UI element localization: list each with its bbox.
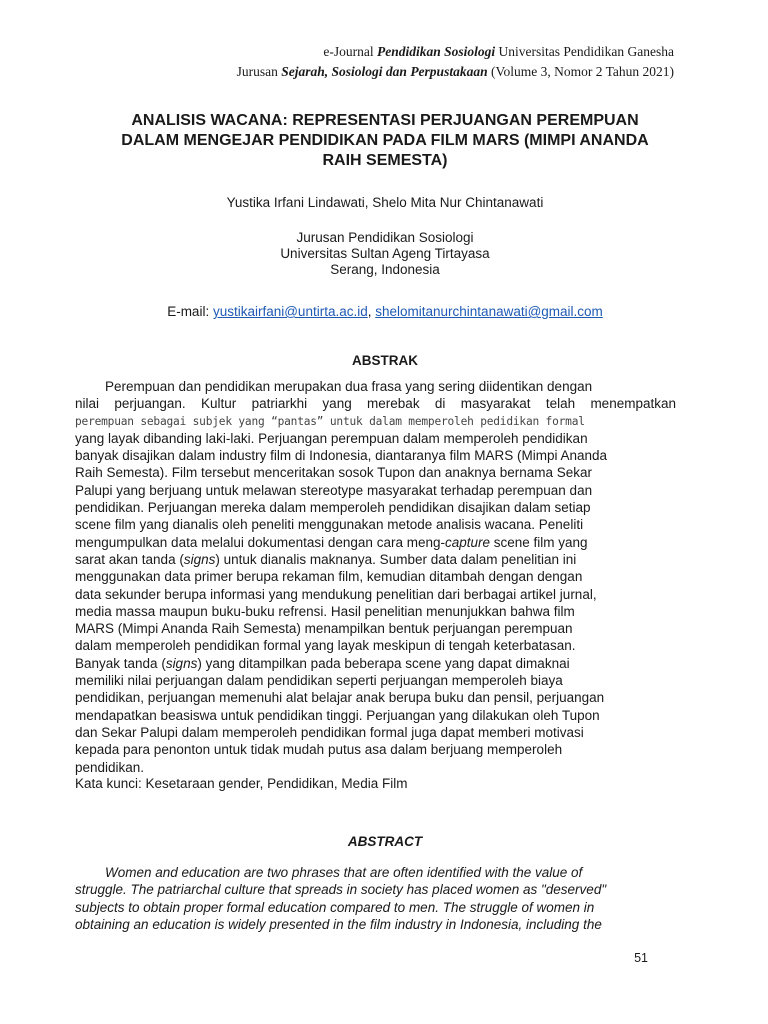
journal-header-line-2: Jurusan Sejarah, Sosiologi dan Perpustakaan (Volume 3, Nomor 2 Tahun 2021) [236,64,674,79]
abstrak-line: MARS (Mimpi Ananda Raih Semesta) menampilkan bentuk perjuangan perempuan [75,621,573,637]
abstrak-line: dan Sekar Palupi dalam memperoleh pendidikan formal juga dapat memberi motivasi [75,724,584,740]
abstrak-line: Banyak tanda (signs) yang ditampilkan pada beberapa scene yang dapat dimaknai [75,655,570,671]
paper-title [72,111,698,171]
abstrak-line: yang layak dibanding laki-laki. Perjuangan perempuan dalam memperoleh pendidikan [75,430,588,446]
email-link-2[interactable]: shelomitanurchintanawati@gmail.com [375,304,603,319]
title-line: RAIH SEMESTA) [322,152,448,169]
italic-term: signs [165,655,198,671]
abstrak-line: media massa maupun buku-buku refrensi. Hasil penelitian menunjukkan bahwa film [75,603,575,619]
journal-header [237,42,674,82]
email-label: E-mail: [167,304,213,319]
journal-header-line-1: e-Journal Pendidikan Sosiologi Universitas Pendidikan Ganesha [323,44,674,59]
email-line: E-mail: yustikairfani@untirta.ac.id, shelomitanurchintanawati@gmail.com [167,304,603,319]
abstract-line: subjects to obtain proper formal education compared to men. The struggle of women in [75,899,595,915]
abstrak-line: pendidikan. [75,759,145,775]
abstract-line: struggle. The patriarchal culture that spreads in society has placed women as "deserved" [75,882,607,898]
journal-name: Pendidikan Sosiologi [377,44,496,59]
affiliation [72,230,698,278]
email-link-1[interactable]: yustikairfani@untirta.ac.id [212,304,368,319]
keywords: Kata kunci: Kesetaraan gender, Pendidikan, Media Film [75,776,408,791]
abstrak-line: data sekunder berupa informasi yang mendukung penelitian dari berbagai artikel jurnal, [75,586,597,602]
abstrak-line: pendidikan, perjuangan memenuhi alat belajar anak berupa buku dan pensil, perjuangan [75,690,605,706]
abstrak-line: sarat akan tanda (signs) untuk dianalis maknanya. Sumber data dalam penelitian ini [75,551,577,567]
abstrak-line: Raih Semesta). Film tersebut menceritakan sosok Tupon dan anaknya bernama Sekar [75,465,593,481]
italic-term: signs [183,551,216,567]
abstrak-heading: ABSTRAK [352,353,418,368]
italic-term: capture [444,534,491,550]
department-name: Sejarah, Sosiologi dan Perpustakaan [281,64,488,79]
abstrak-line: kepada para penonton untuk tidak mudah putus asa dalam berjuang memperoleh [75,742,563,758]
abstract-paragraph [75,864,676,933]
affiliation-university: Universitas Sultan Ageng Tirtayasa [280,246,490,261]
abstract-line: obtaining an education is widely presented in the film industry in Indonesia, including the [75,916,602,932]
abstrak-line: menggunakan data primer berupa rekaman film, kemudian ditambah dengan dengan [75,569,583,585]
abstrak-line: mengumpulkan data melalui dokumentasi dengan cara meng-capture scene film yang [75,534,588,550]
title-line: DALAM MENGEJAR PENDIDIKAN PADA FILM MARS (MIMPI ANANDA [121,132,649,149]
abstrak-line: Palupi yang berjuang untuk melawan stereotype masyarakat terhadap perempuan dan [75,482,593,498]
abstrak-line: nilai perjuangan. Kultur patriarkhi yang merebak di masyarakat telah menempatkan [75,396,676,412]
authors: Yustika Irfani Lindawati, Shelo Mita Nur Chintanawati [226,195,544,210]
abstrak-line: perempuan sebagai subjek yang “pantas” untuk dalam memperoleh pedidikan formal [75,414,585,428]
affiliation-department: Jurusan Pendidikan Sosiologi [296,230,474,245]
abstrak-line: Perempuan dan pendidikan merupakan dua frasa yang sering diidentikan dengan [75,379,593,394]
abstrak-line: dalam memperoleh pendidikan formal yang layak meskipun di tengah keterbatasan. [75,638,576,654]
abstrak-line: banyak disajikan dalam industry film di Indonesia, diantaranya film MARS (Mimpi Ananda [75,448,608,464]
affiliation-location: Serang, Indonesia [330,262,440,277]
abstract-heading: ABSTRACT [347,834,423,849]
abstrak-line: memiliki nilai perjuangan dalam pendidikan seperti perjuangan memperoleh biaya [75,673,563,689]
abstract-line: Women and education are two phrases that are often identified with the value of [75,865,583,880]
abstrak-line: mendapatkan beasiswa untuk pendidikan tinggi. Perjuangan yang dilakukan oleh Tupon [75,707,600,723]
title-line: ANALISIS WACANA: REPRESENTASI PERJUANGAN PEREMPUAN [131,112,639,129]
abstrak-line: pendidikan. Perjuangan mereka dalam memperoleh pendidikan disajikan dalam setiap [75,500,591,516]
page-number: 51 [634,951,648,965]
abstrak-line: scene film yang dianalis oleh peneliti menggunakan metode analisis wacana. Peneliti [75,517,584,533]
abstrak-paragraph [75,378,676,776]
